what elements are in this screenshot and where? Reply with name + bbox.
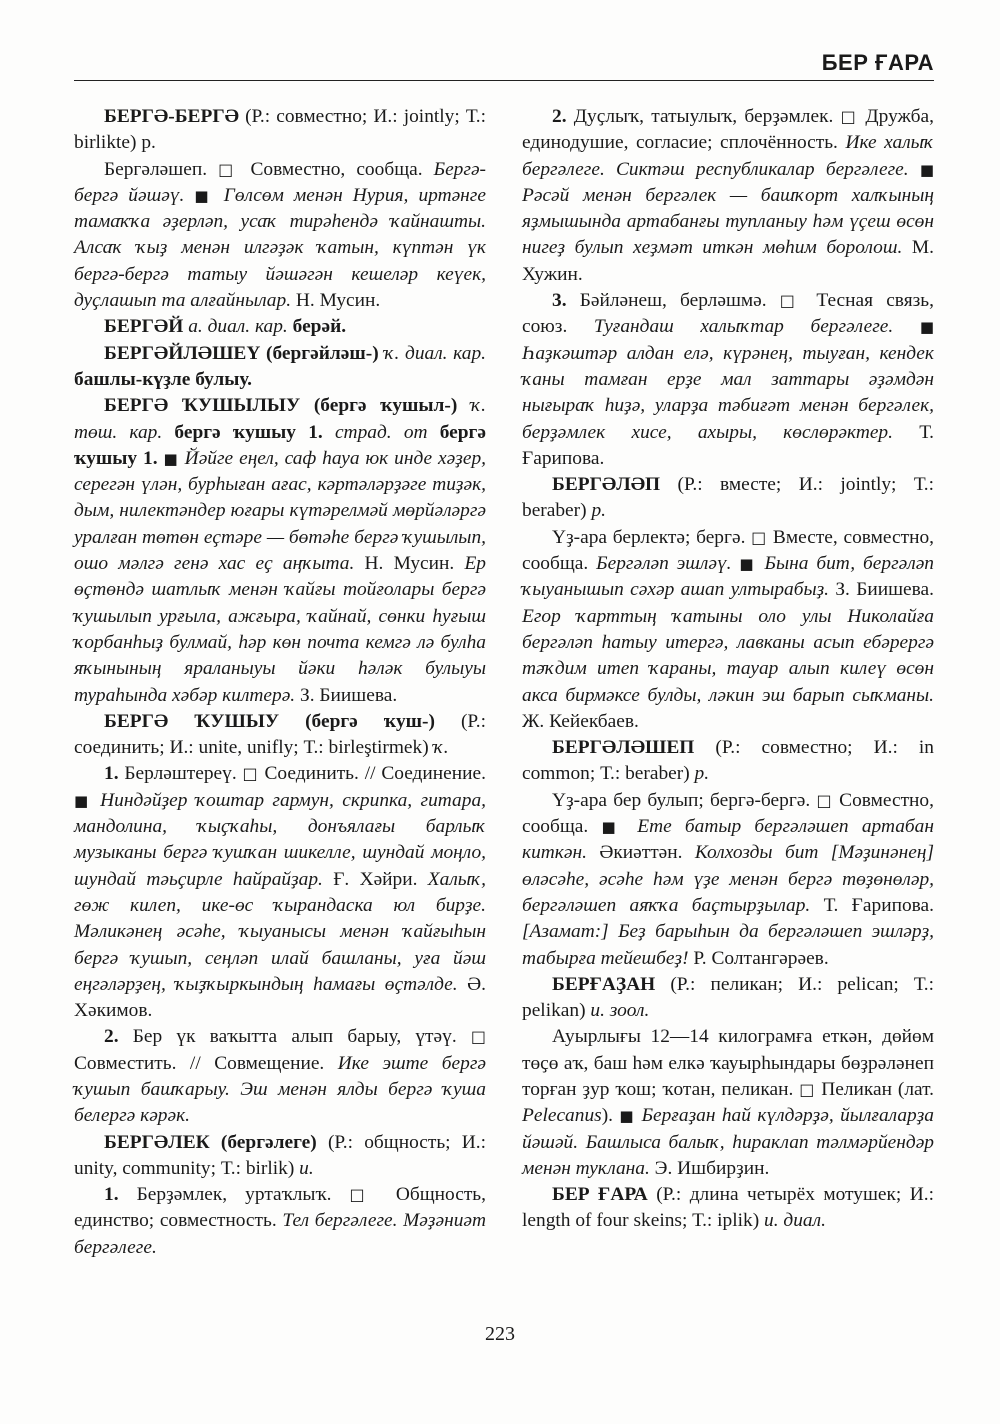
- italic-text: Ниндәйҙер ҡоштар гармун, скрипка, гитара, мандолина, ҡыҫҡаһы, донъялағы барлыҡ музыканы бергә ҡушҡан шикелле, шундай моңло, шундай тәьҫирле һайрайҙар.: [74, 789, 486, 890]
- dictionary-entry: [74, 1130, 486, 1183]
- text-run: Ж. Кейекбаев.: [522, 710, 639, 732]
- example-marker-icon: ■: [919, 318, 934, 337]
- italic-text: р.: [694, 763, 710, 785]
- text-run: Совместно, сообща.: [522, 789, 934, 838]
- italic-text: Бергәләп эшләү.: [596, 553, 740, 575]
- bold-text: (бергәйләш-): [260, 342, 385, 364]
- text-run: (Р.: общность; И.: unity, community; Т.: birlik): [74, 1131, 487, 1179]
- text-run: Ауырлығы 12—14 килограмға еткән, дөйөм төҫө аҡ, баш һәм елкә ҡауырһындары бөҙрәләнеп торған ҙур ҡош; ҡотан, пеликан.: [522, 1026, 934, 1100]
- translation-marker-icon: □: [751, 527, 768, 547]
- dictionary-entry: [74, 709, 486, 762]
- text-run: Ә. Хәкимов.: [74, 973, 486, 1022]
- italic-text: Рәсәй менән бергәлек — башҡорт халҡының яҙмышында артабанғы тупланыу һәм үҫеш өсөн нигеҙ булып хеҙмәт иткән мөһим боролош.: [522, 184, 934, 259]
- text-run: [428, 422, 440, 443]
- italic-text: а. диал. кар.: [188, 316, 288, 338]
- translation-marker-icon: □: [840, 107, 859, 126]
- headword: БЕРҒАҘАН: [552, 973, 656, 995]
- text-run: Дуҫлыҡ, татыулыҡ, берҙәмлек.: [566, 106, 841, 127]
- translation-marker-icon: □: [218, 159, 240, 179]
- italic-text: Ер өҫтөндә шатлыҡ менән ҡайғы тойғолары бергә ҡушылып урғыла, ажғыра, ҡайнай, сөнки һуғыш ҡорбанһыҙ булмай, һәр көн почта кемгә лә булһа яҡынының яраланыуы йәки һәләк булыуы тураһында хәбәр килтерә.: [74, 553, 486, 706]
- text-run: Совместить. // Совмещение.: [74, 1052, 338, 1074]
- text-run: Дружба, единодушие, согласие; сплочённость.: [522, 106, 934, 154]
- entry-sense: [74, 157, 486, 315]
- text-run: Ғ. Хәйри.: [322, 868, 428, 890]
- entry-sense: [522, 288, 934, 472]
- bold-text: 2.: [552, 106, 567, 127]
- italic-text: и. зоол.: [590, 1000, 650, 1022]
- italic-text: [Азамат:] Беҙ барыһын да бергәләшеп эшләрҙ, табырға тейешбеҙ!: [522, 921, 934, 969]
- text-run: Тесная связь, союз.: [522, 290, 934, 338]
- text-run: Общность, единство; совместность.: [74, 1184, 486, 1232]
- italic-text: Ике эште бергә ҡушып башҡарыу. Эш менән ялды бергә ҡуша белергә кәрәк.: [74, 1052, 486, 1127]
- text-run: Берләштереү.: [118, 763, 243, 785]
- text-run: З. Биишева.: [829, 579, 934, 601]
- text-run: М. Хужин.: [522, 237, 934, 285]
- dictionary-entry: [522, 735, 934, 788]
- dictionary-entry: [522, 972, 934, 1025]
- text-run: Вместе, совместно, сообща.: [522, 526, 934, 575]
- bold-text: 1.: [104, 763, 119, 785]
- headword: БЕР ҒАРА: [552, 1184, 648, 1206]
- italic-text: Халыҡ, гөж килеп, ике-өс ҡырандаска юл бирҙе. Мәликәнең әсәһе, ҡыуанысы менән ҡайғыһын бергә ҡушып, сеңләп илай башланы, уға йәш еңгәләрҙең, ҡыҙҡыркындың һамағы өҫтәлде.: [74, 868, 486, 995]
- running-head: БЕР ҒАРА: [821, 50, 934, 75]
- bold-text: 1.: [104, 1184, 119, 1206]
- headword: БЕРГӘЛЕК: [104, 1131, 210, 1153]
- text-run: р.: [141, 132, 156, 154]
- translation-marker-icon: □: [470, 1027, 486, 1047]
- italic-text: Тел бергәлеге. Мәҙәниәт бергәлеге.: [74, 1210, 486, 1258]
- text-run: [162, 422, 174, 443]
- text-run: Соединить. // Соединение.: [258, 763, 486, 785]
- example-marker-icon: ■: [163, 449, 179, 468]
- text-run: (Р.: вместе; И.: jointly; Т.: beraber): [522, 474, 934, 522]
- entry-sense: [522, 1024, 934, 1182]
- dictionary-entry: [74, 314, 486, 340]
- entry-sense: [522, 525, 934, 735]
- dictionary-entry: [522, 1182, 934, 1235]
- headword: БЕРГӘЛӘП: [552, 474, 661, 496]
- text-run: Бәйләнеш, берләшмә.: [566, 290, 780, 312]
- text-run: Н. Мусин.: [291, 290, 381, 312]
- entry-sense: [522, 104, 934, 288]
- text-run: Бер үк ваҡытта алып барыу, үтәү.: [118, 1026, 471, 1048]
- entry-sense: [522, 788, 934, 972]
- bold-text: (бергә ҡуш-): [279, 710, 461, 732]
- text-run: (Р.: совместно; И.: in common; Т.: beraber): [522, 737, 934, 785]
- example-marker-icon: ■: [619, 1107, 636, 1126]
- text-run: (Р.: длина четырёх мотушек; И.: length of four skeins; Т.: iplik): [522, 1184, 934, 1232]
- italic-text: Гөлсөм менән Нурия, иртәнге тамаҡҡа әҙерләп, усаҡ тирәһендә ҡайнашты. Алсаҡ ҡыҙ менән илгәҙәк ҡатын, күптән үк бергә-бергә татыу йәшәгән кешеләр кеүек, дуҫлашып та алғайнылар.: [74, 184, 486, 312]
- bold-text: (бергә ҡушыл-): [300, 395, 471, 417]
- italic-text: ҡ. төш. кар.: [74, 395, 486, 443]
- headword: БЕРГӘ ҠУШЫЛЫУ: [104, 395, 301, 417]
- bold-text: 2.: [104, 1026, 119, 1048]
- example-marker-icon: ■: [919, 160, 934, 179]
- text-run: Р. Солтангәрәев.: [688, 947, 829, 969]
- bold-text: берәй.: [292, 316, 347, 338]
- italic-text: Ете батыр бергәләшеп артабан киткән.: [522, 816, 934, 864]
- text-run: Берҙәмлек, уртаҡлыҡ.: [118, 1184, 350, 1206]
- italic-text: ҡ. диал. кар.: [384, 342, 486, 364]
- text-run: [323, 422, 335, 443]
- dictionary-entry: [74, 341, 486, 394]
- text-run: (Р.: соединить; И.: unite, unifly; Т.: birleştirmek): [74, 710, 486, 759]
- text-run: ).: [601, 1105, 620, 1127]
- translation-marker-icon: □: [242, 764, 259, 784]
- italic-text: Һаҙкәштәр алдан елә, күрәнең, тыуған, кендек ҡаны тамған ерҙе мал заттары әҙәмдән нығыраҡ һиҙә, уларҙа тәбиғәт менән бергәлек, берҙәмлек хисе, ахыры, көслөрәктер.: [522, 342, 934, 443]
- italic-text: Йәйге еңел, саф һауа юк инде хәҙер, серегән үлән, бурһыған ағас, кәртәләрҙәге тиҙәк, дым, нилектәндер юғары күтәрелмәй мөрйәләргә уралған төтөн еҫтәре — бөтәһе бергә ҡушылып, ошо мәлгә генә хас еҫ аңҡыта.: [74, 447, 486, 575]
- text-run: Т. Ғарипова.: [522, 421, 934, 469]
- dictionary-entry: [522, 472, 934, 525]
- page-number: 223: [485, 1323, 515, 1345]
- headword: БЕРГӘ ҠУШЫУ: [104, 710, 280, 732]
- right-column: [522, 104, 934, 1235]
- entry-sense: [74, 1182, 486, 1261]
- dictionary-entry: [74, 393, 486, 709]
- italic-text: р.: [591, 500, 606, 522]
- translation-marker-icon: □: [816, 790, 833, 810]
- italic-text: страд. от: [334, 421, 428, 443]
- example-marker-icon: ■: [739, 555, 757, 574]
- bold-text: бергә ҡушыу 1.: [174, 421, 323, 443]
- text-run: Үҙ-ара бер булып; бергә-бергә.: [552, 789, 817, 811]
- text-run: Әкиәттән.: [586, 842, 695, 864]
- text-run: (Р.: совместно; И.: jointly; Т.: birlikte): [74, 106, 486, 154]
- italic-text: Егор ҡарттың ҡатыны оло улы Николайға бергәләп һатыу итергә, лавканы асып ебәрергә тәҡдим итеп ҡараны, тауар алып килеү өсөн акса бирмәксе булды, ләкин эш барып сыҡманы.: [522, 605, 934, 706]
- headword: БЕРГӘ-БЕРГӘ: [104, 106, 239, 127]
- left-column: [74, 104, 486, 1261]
- text-run: Пеликан (лат.: [815, 1078, 934, 1100]
- bold-text: 3.: [552, 290, 567, 312]
- italic-text: Туғандаш халыҡтар бергәлеге.: [593, 316, 920, 338]
- bold-text: бергә ҡушыу 1.: [74, 421, 486, 469]
- italic-text: Бына бит, бергәләп ҡыуанышып сәхәр ашап ултырабыҙ.: [522, 553, 934, 601]
- italic-text: и. диал.: [764, 1210, 826, 1232]
- italic-text: Берғаҙан һай күлдәрҙә, йылғаларҙа йәшәй. Башлыса балыҡ, һираклап тәлмәрйендәр менән туклана.: [522, 1105, 934, 1179]
- bold-text: (бергәлеге): [209, 1131, 328, 1153]
- header-rule: [74, 80, 934, 81]
- translation-marker-icon: □: [799, 1079, 816, 1099]
- translation-marker-icon: □: [779, 291, 804, 311]
- headword: БЕРГӘЙ: [104, 316, 184, 338]
- text-run: (Р.: пеликан; И.: pelican; Т.: pelikan): [522, 973, 934, 1022]
- text-run: Үҙ-ара берлектә; бергә.: [552, 526, 752, 548]
- headword: БЕРГӘЙЛӘШЕҮ: [104, 342, 261, 364]
- italic-text: Бергә-бергә йәшәү.: [74, 158, 487, 206]
- bold-text: башлы-күҙле булыу.: [74, 368, 253, 390]
- italic-text: и.: [299, 1157, 314, 1179]
- text-run: Э. Ишбирҙин.: [649, 1157, 770, 1179]
- headword: БЕРГӘЛӘШЕП: [552, 737, 695, 759]
- example-marker-icon: ■: [194, 186, 214, 205]
- entry-sense: [74, 1024, 486, 1129]
- text-run: Совместно, сообща.: [239, 158, 434, 180]
- example-marker-icon: ■: [74, 791, 92, 810]
- translation-marker-icon: □: [349, 1185, 378, 1205]
- text-run: З. Биишева.: [295, 684, 398, 706]
- italic-text: Колхозды бит [Мәҙинәнең] өләсәһе, әсәһе һәм үҙе менән бергә төҙөнөләр, бергәләшеп аяҡҡа баҫтырҙылар.: [522, 842, 934, 916]
- italic-text: ҡ.: [433, 737, 449, 759]
- example-marker-icon: ■: [601, 818, 625, 837]
- italic-text: Ике халыҡ бергәлеге. Сиктәш республикалар бергәлеге.: [522, 132, 935, 180]
- dictionary-entry: [74, 104, 486, 157]
- entry-sense: [74, 761, 486, 1024]
- text-run: Бергәләшеп.: [104, 158, 219, 180]
- text-run: Н. Мусин.: [354, 553, 465, 575]
- text-run: Т. Ғарипова.: [810, 894, 934, 916]
- italic-text: Pelecanus: [522, 1105, 602, 1127]
